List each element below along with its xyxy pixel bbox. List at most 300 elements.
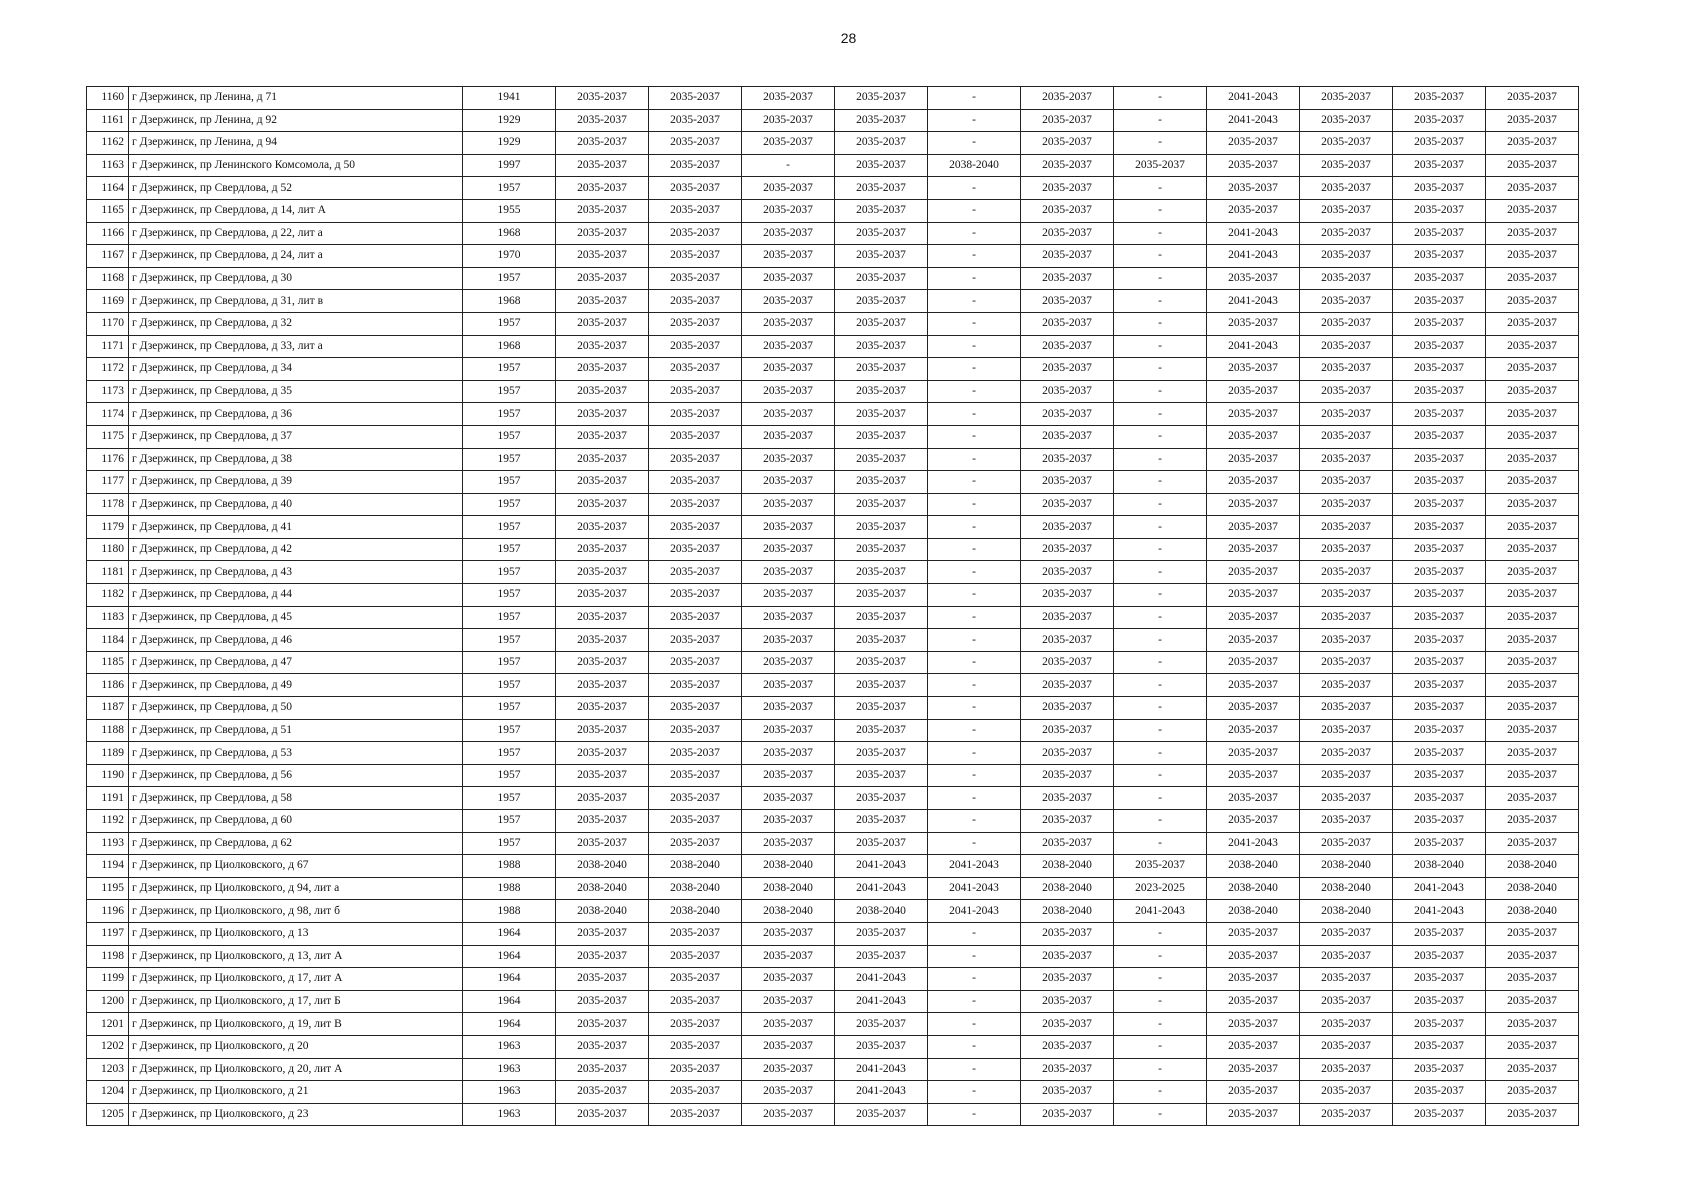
period-cell: 2035-2037 [1393, 1058, 1486, 1081]
period-cell: 2035-2037 [556, 358, 649, 381]
address-cell: г Дзержинск, пр Свердлова, д 44 [129, 584, 463, 607]
address-cell: г Дзержинск, пр Свердлова, д 32 [129, 312, 463, 335]
period-cell: 2035-2037 [1393, 584, 1486, 607]
period-cell: 2035-2037 [742, 335, 835, 358]
period-cell: 2035-2037 [1486, 1035, 1579, 1058]
period-cell: 2035-2037 [1021, 245, 1114, 268]
period-cell: 2035-2037 [1486, 629, 1579, 652]
period-cell: 2035-2037 [649, 380, 742, 403]
period-cell: 2035-2037 [1300, 403, 1393, 426]
build-year-cell: 1957 [463, 787, 556, 810]
period-cell: 2035-2037 [649, 606, 742, 629]
period-cell: 2041-2043 [1207, 290, 1300, 313]
period-cell: 2035-2037 [1207, 651, 1300, 674]
row-number-cell: 1176 [87, 448, 129, 471]
period-cell: 2035-2037 [742, 945, 835, 968]
period-cell: 2035-2037 [1300, 177, 1393, 200]
period-cell: 2035-2037 [1300, 1035, 1393, 1058]
period-cell: - [928, 787, 1021, 810]
row-number-cell: 1160 [87, 87, 129, 110]
table-row [87, 674, 1579, 697]
period-cell: - [928, 629, 1021, 652]
row-number-cell: 1180 [87, 538, 129, 561]
period-cell: 2035-2037 [649, 177, 742, 200]
period-cell: 2035-2037 [835, 538, 928, 561]
period-cell: 2041-2043 [928, 900, 1021, 923]
period-cell: 2038-2040 [1207, 855, 1300, 878]
period-cell: 2035-2037 [556, 132, 649, 155]
period-cell: 2035-2037 [1300, 425, 1393, 448]
period-cell: 2035-2037 [1486, 199, 1579, 222]
table-body [87, 87, 1579, 1126]
period-cell: 2035-2037 [556, 561, 649, 584]
period-cell: 2035-2037 [835, 697, 928, 720]
period-cell: 2035-2037 [835, 742, 928, 765]
period-cell: - [1114, 810, 1207, 833]
period-cell: 2041-2043 [1393, 877, 1486, 900]
build-year-cell: 1963 [463, 1103, 556, 1126]
address-cell: г Дзержинск, пр Циолковского, д 67 [129, 855, 463, 878]
period-cell: 2035-2037 [835, 177, 928, 200]
period-cell: 2035-2037 [649, 87, 742, 110]
build-year-cell: 1963 [463, 1081, 556, 1104]
period-cell: 2035-2037 [835, 1013, 928, 1036]
period-cell: - [1114, 403, 1207, 426]
period-cell: 2035-2037 [556, 471, 649, 494]
period-cell: 2035-2037 [649, 697, 742, 720]
period-cell: 2035-2037 [1300, 516, 1393, 539]
period-cell: 2035-2037 [1207, 1058, 1300, 1081]
build-year-cell: 1988 [463, 855, 556, 878]
period-cell: 2035-2037 [742, 651, 835, 674]
period-cell: 2035-2037 [1207, 312, 1300, 335]
period-cell: 2035-2037 [742, 403, 835, 426]
period-cell: 2035-2037 [1486, 109, 1579, 132]
address-cell: г Дзержинск, пр Свердлова, д 39 [129, 471, 463, 494]
period-cell: 2035-2037 [1021, 177, 1114, 200]
period-cell: - [928, 674, 1021, 697]
period-cell: 2038-2040 [1207, 900, 1300, 923]
period-cell: 2035-2037 [1393, 719, 1486, 742]
period-cell: 2035-2037 [742, 87, 835, 110]
period-cell: 2035-2037 [1486, 493, 1579, 516]
period-cell: 2035-2037 [649, 245, 742, 268]
table-row [87, 177, 1579, 200]
period-cell: 2035-2037 [1207, 1035, 1300, 1058]
period-cell: 2035-2037 [1393, 787, 1486, 810]
period-cell: 2035-2037 [1021, 651, 1114, 674]
build-year-cell: 1957 [463, 493, 556, 516]
period-cell: 2035-2037 [1393, 968, 1486, 991]
period-cell: 2035-2037 [1300, 945, 1393, 968]
period-cell: 2035-2037 [649, 674, 742, 697]
period-cell: 2038-2040 [649, 855, 742, 878]
period-cell: 2035-2037 [742, 990, 835, 1013]
period-cell: - [928, 1103, 1021, 1126]
period-cell: 2035-2037 [649, 358, 742, 381]
period-cell: 2035-2037 [649, 448, 742, 471]
row-number-cell: 1179 [87, 516, 129, 539]
build-year-cell: 1968 [463, 222, 556, 245]
period-cell: 2035-2037 [1207, 742, 1300, 765]
period-cell: 2035-2037 [1393, 764, 1486, 787]
period-cell: 2035-2037 [1300, 87, 1393, 110]
period-cell: 2035-2037 [649, 584, 742, 607]
period-cell: 2035-2037 [649, 810, 742, 833]
build-year-cell: 1964 [463, 922, 556, 945]
period-cell: 2035-2037 [1300, 380, 1393, 403]
address-cell: г Дзержинск, пр Свердлова, д 35 [129, 380, 463, 403]
period-cell: 2035-2037 [1021, 561, 1114, 584]
period-cell: 2035-2037 [742, 584, 835, 607]
address-cell: г Дзержинск, пр Свердлова, д 58 [129, 787, 463, 810]
period-cell: 2041-2043 [1207, 87, 1300, 110]
period-cell: - [928, 132, 1021, 155]
period-cell: 2035-2037 [556, 290, 649, 313]
period-cell: 2035-2037 [835, 222, 928, 245]
build-year-cell: 1957 [463, 267, 556, 290]
table-row [87, 900, 1579, 923]
period-cell: 2035-2037 [1021, 968, 1114, 991]
period-cell: 2035-2037 [1393, 538, 1486, 561]
period-cell: 2035-2037 [742, 629, 835, 652]
period-cell: 2038-2040 [1021, 855, 1114, 878]
period-cell: 2035-2037 [1021, 358, 1114, 381]
period-cell: 2035-2037 [649, 832, 742, 855]
row-number-cell: 1163 [87, 154, 129, 177]
build-year-cell: 1957 [463, 697, 556, 720]
period-cell: 2035-2037 [1207, 425, 1300, 448]
period-cell: - [1114, 719, 1207, 742]
register-table [86, 86, 1579, 1126]
period-cell: 2035-2037 [649, 968, 742, 991]
build-year-cell: 1957 [463, 606, 556, 629]
period-cell: 2035-2037 [742, 922, 835, 945]
build-year-cell: 1957 [463, 380, 556, 403]
table-row [87, 855, 1579, 878]
period-cell: 2035-2037 [1207, 606, 1300, 629]
address-cell: г Дзержинск, пр Свердлова, д 51 [129, 719, 463, 742]
build-year-cell: 1957 [463, 538, 556, 561]
period-cell: 2035-2037 [649, 1081, 742, 1104]
period-cell: 2041-2043 [835, 855, 928, 878]
period-cell: 2035-2037 [835, 154, 928, 177]
period-cell: 2035-2037 [1021, 629, 1114, 652]
period-cell: 2038-2040 [1486, 877, 1579, 900]
period-cell: 2035-2037 [1300, 493, 1393, 516]
period-cell: 2035-2037 [1393, 199, 1486, 222]
period-cell: 2035-2037 [1393, 945, 1486, 968]
table-row [87, 109, 1579, 132]
row-number-cell: 1168 [87, 267, 129, 290]
period-cell: 2035-2037 [556, 697, 649, 720]
period-cell: - [1114, 290, 1207, 313]
period-cell: 2035-2037 [1021, 990, 1114, 1013]
period-cell: 2038-2040 [649, 877, 742, 900]
period-cell: 2035-2037 [1207, 516, 1300, 539]
period-cell: 2035-2037 [742, 742, 835, 765]
period-cell: 2035-2037 [1021, 403, 1114, 426]
period-cell: 2035-2037 [649, 267, 742, 290]
row-number-cell: 1161 [87, 109, 129, 132]
period-cell: 2035-2037 [1300, 1081, 1393, 1104]
build-year-cell: 1941 [463, 87, 556, 110]
period-cell: - [928, 538, 1021, 561]
period-cell: 2035-2037 [742, 606, 835, 629]
period-cell: 2035-2037 [1021, 606, 1114, 629]
period-cell: 2035-2037 [1393, 697, 1486, 720]
build-year-cell: 1957 [463, 561, 556, 584]
period-cell: 2035-2037 [649, 312, 742, 335]
period-cell: 2035-2037 [1393, 922, 1486, 945]
period-cell: 2035-2037 [1300, 290, 1393, 313]
period-cell: 2035-2037 [742, 764, 835, 787]
period-cell: - [928, 810, 1021, 833]
row-number-cell: 1203 [87, 1058, 129, 1081]
period-cell: 2035-2037 [556, 1013, 649, 1036]
period-cell: 2041-2043 [835, 968, 928, 991]
period-cell: 2035-2037 [1021, 787, 1114, 810]
table-row [87, 132, 1579, 155]
period-cell: 2035-2037 [649, 290, 742, 313]
period-cell: - [1114, 832, 1207, 855]
period-cell: 2035-2037 [742, 968, 835, 991]
period-cell: - [1114, 358, 1207, 381]
period-cell: - [928, 945, 1021, 968]
address-cell: г Дзержинск, пр Свердлова, д 38 [129, 448, 463, 471]
address-cell: г Дзержинск, пр Свердлова, д 30 [129, 267, 463, 290]
build-year-cell: 1957 [463, 674, 556, 697]
period-cell: 2035-2037 [1486, 674, 1579, 697]
period-cell: 2035-2037 [649, 109, 742, 132]
period-cell: 2035-2037 [742, 538, 835, 561]
period-cell: 2035-2037 [1300, 154, 1393, 177]
row-number-cell: 1191 [87, 787, 129, 810]
period-cell: 2041-2043 [1207, 245, 1300, 268]
period-cell: 2035-2037 [1300, 245, 1393, 268]
period-cell: - [1114, 922, 1207, 945]
period-cell: - [1114, 380, 1207, 403]
period-cell: 2035-2037 [1393, 810, 1486, 833]
period-cell: 2041-2043 [1207, 222, 1300, 245]
period-cell: 2035-2037 [1021, 448, 1114, 471]
period-cell: - [928, 651, 1021, 674]
address-cell: г Дзержинск, пр Свердлова, д 34 [129, 358, 463, 381]
period-cell: 2035-2037 [1207, 380, 1300, 403]
period-cell: 2035-2037 [1300, 538, 1393, 561]
period-cell: 2035-2037 [1300, 561, 1393, 584]
row-number-cell: 1170 [87, 312, 129, 335]
period-cell: 2035-2037 [1300, 968, 1393, 991]
period-cell: - [1114, 651, 1207, 674]
address-cell: г Дзержинск, пр Циолковского, д 23 [129, 1103, 463, 1126]
period-cell: 2035-2037 [835, 1035, 928, 1058]
period-cell: 2035-2037 [1486, 1103, 1579, 1126]
period-cell: - [928, 1035, 1021, 1058]
address-cell: г Дзержинск, пр Свердлова, д 31, лит в [129, 290, 463, 313]
address-cell: г Дзержинск, пр Циолковского, д 98, лит б [129, 900, 463, 923]
period-cell: 2035-2037 [742, 787, 835, 810]
period-cell: 2038-2040 [1021, 900, 1114, 923]
period-cell: 2038-2040 [1300, 900, 1393, 923]
row-number-cell: 1200 [87, 990, 129, 1013]
period-cell: 2035-2037 [1486, 132, 1579, 155]
table-row [87, 380, 1579, 403]
row-number-cell: 1172 [87, 358, 129, 381]
table-row [87, 1103, 1579, 1126]
build-year-cell: 1970 [463, 245, 556, 268]
period-cell: 2035-2037 [742, 1058, 835, 1081]
period-cell: 2035-2037 [1207, 584, 1300, 607]
table-row [87, 154, 1579, 177]
period-cell: 2035-2037 [1300, 1058, 1393, 1081]
period-cell: 2035-2037 [1393, 1013, 1486, 1036]
period-cell: 2035-2037 [1300, 742, 1393, 765]
row-number-cell: 1164 [87, 177, 129, 200]
address-cell: г Дзержинск, пр Свердлова, д 36 [129, 403, 463, 426]
row-number-cell: 1177 [87, 471, 129, 494]
period-cell: 2035-2037 [556, 764, 649, 787]
table-row [87, 425, 1579, 448]
period-cell: 2035-2037 [1393, 516, 1486, 539]
period-cell: 2035-2037 [1300, 674, 1393, 697]
row-number-cell: 1183 [87, 606, 129, 629]
table-row [87, 877, 1579, 900]
address-cell: г Дзержинск, пр Свердлова, д 24, лит а [129, 245, 463, 268]
period-cell: - [928, 832, 1021, 855]
period-cell: 2035-2037 [556, 516, 649, 539]
period-cell: 2035-2037 [1486, 403, 1579, 426]
table-row [87, 267, 1579, 290]
period-cell: 2035-2037 [1300, 312, 1393, 335]
period-cell: 2035-2037 [1300, 922, 1393, 945]
table-row [87, 719, 1579, 742]
period-cell: 2035-2037 [1300, 629, 1393, 652]
period-cell: 2035-2037 [835, 358, 928, 381]
period-cell: 2035-2037 [556, 448, 649, 471]
period-cell: 2035-2037 [1021, 945, 1114, 968]
period-cell: 2041-2043 [1393, 900, 1486, 923]
table-row [87, 606, 1579, 629]
period-cell: 2035-2037 [1486, 87, 1579, 110]
period-cell: 2035-2037 [1300, 810, 1393, 833]
row-number-cell: 1171 [87, 335, 129, 358]
period-cell: 2035-2037 [556, 222, 649, 245]
period-cell: 2035-2037 [1393, 335, 1486, 358]
period-cell: 2035-2037 [835, 719, 928, 742]
period-cell: - [928, 380, 1021, 403]
row-number-cell: 1167 [87, 245, 129, 268]
period-cell: 2035-2037 [1486, 380, 1579, 403]
period-cell: 2038-2040 [1486, 855, 1579, 878]
period-cell: 2035-2037 [649, 132, 742, 155]
address-cell: г Дзержинск, пр Свердлова, д 22, лит а [129, 222, 463, 245]
table-row [87, 832, 1579, 855]
period-cell: 2035-2037 [649, 516, 742, 539]
build-year-cell: 1964 [463, 968, 556, 991]
period-cell: 2035-2037 [1207, 810, 1300, 833]
build-year-cell: 1957 [463, 810, 556, 833]
table-row [87, 538, 1579, 561]
period-cell: 2035-2037 [1486, 968, 1579, 991]
period-cell: 2035-2037 [835, 403, 928, 426]
period-cell: 2035-2037 [835, 335, 928, 358]
period-cell: 2035-2037 [835, 1103, 928, 1126]
period-cell: 2035-2037 [742, 810, 835, 833]
period-cell: 2035-2037 [1486, 764, 1579, 787]
period-cell: 2035-2037 [835, 922, 928, 945]
period-cell: 2035-2037 [1486, 1013, 1579, 1036]
period-cell: 2035-2037 [1207, 674, 1300, 697]
period-cell: 2035-2037 [1486, 719, 1579, 742]
row-number-cell: 1196 [87, 900, 129, 923]
row-number-cell: 1188 [87, 719, 129, 742]
address-cell: г Дзержинск, пр Циолковского, д 13, лит А [129, 945, 463, 968]
period-cell: 2035-2037 [1207, 629, 1300, 652]
period-cell: 2035-2037 [649, 742, 742, 765]
period-cell: 2035-2037 [835, 132, 928, 155]
period-cell: 2035-2037 [742, 561, 835, 584]
period-cell: 2035-2037 [1486, 651, 1579, 674]
period-cell: - [742, 154, 835, 177]
row-number-cell: 1165 [87, 199, 129, 222]
period-cell: 2035-2037 [1021, 764, 1114, 787]
period-cell: 2035-2037 [649, 222, 742, 245]
period-cell: 2035-2037 [556, 651, 649, 674]
period-cell: 2035-2037 [649, 1013, 742, 1036]
period-cell: - [928, 222, 1021, 245]
period-cell: 2035-2037 [1486, 335, 1579, 358]
period-cell: 2035-2037 [742, 425, 835, 448]
period-cell: 2038-2040 [556, 900, 649, 923]
period-cell: 2035-2037 [1021, 697, 1114, 720]
period-cell: 2035-2037 [1486, 222, 1579, 245]
address-cell: г Дзержинск, пр Свердлова, д 53 [129, 742, 463, 765]
period-cell: 2035-2037 [1207, 1103, 1300, 1126]
period-cell: 2035-2037 [1393, 990, 1486, 1013]
table-row [87, 312, 1579, 335]
build-year-cell: 1964 [463, 990, 556, 1013]
period-cell: 2023-2025 [1114, 877, 1207, 900]
period-cell: 2035-2037 [1300, 719, 1393, 742]
table-row [87, 1035, 1579, 1058]
period-cell: - [1114, 697, 1207, 720]
period-cell: - [928, 606, 1021, 629]
build-year-cell: 1957 [463, 651, 556, 674]
table-row [87, 945, 1579, 968]
period-cell: - [1114, 516, 1207, 539]
period-cell: 2035-2037 [1393, 832, 1486, 855]
build-year-cell: 1988 [463, 877, 556, 900]
build-year-cell: 1929 [463, 132, 556, 155]
period-cell: 2035-2037 [1486, 990, 1579, 1013]
table-row [87, 335, 1579, 358]
address-cell: г Дзержинск, пр Циолковского, д 20 [129, 1035, 463, 1058]
period-cell: - [1114, 109, 1207, 132]
period-cell: 2035-2037 [1021, 290, 1114, 313]
period-cell: 2038-2040 [1021, 877, 1114, 900]
period-cell: 2035-2037 [1021, 87, 1114, 110]
period-cell: 2035-2037 [742, 380, 835, 403]
address-cell: г Дзержинск, пр Свердлова, д 45 [129, 606, 463, 629]
period-cell: 2035-2037 [835, 674, 928, 697]
period-cell: 2035-2037 [1021, 154, 1114, 177]
period-cell: - [928, 719, 1021, 742]
build-year-cell: 1968 [463, 290, 556, 313]
period-cell: 2035-2037 [1486, 312, 1579, 335]
period-cell: 2035-2037 [835, 493, 928, 516]
table-row [87, 742, 1579, 765]
